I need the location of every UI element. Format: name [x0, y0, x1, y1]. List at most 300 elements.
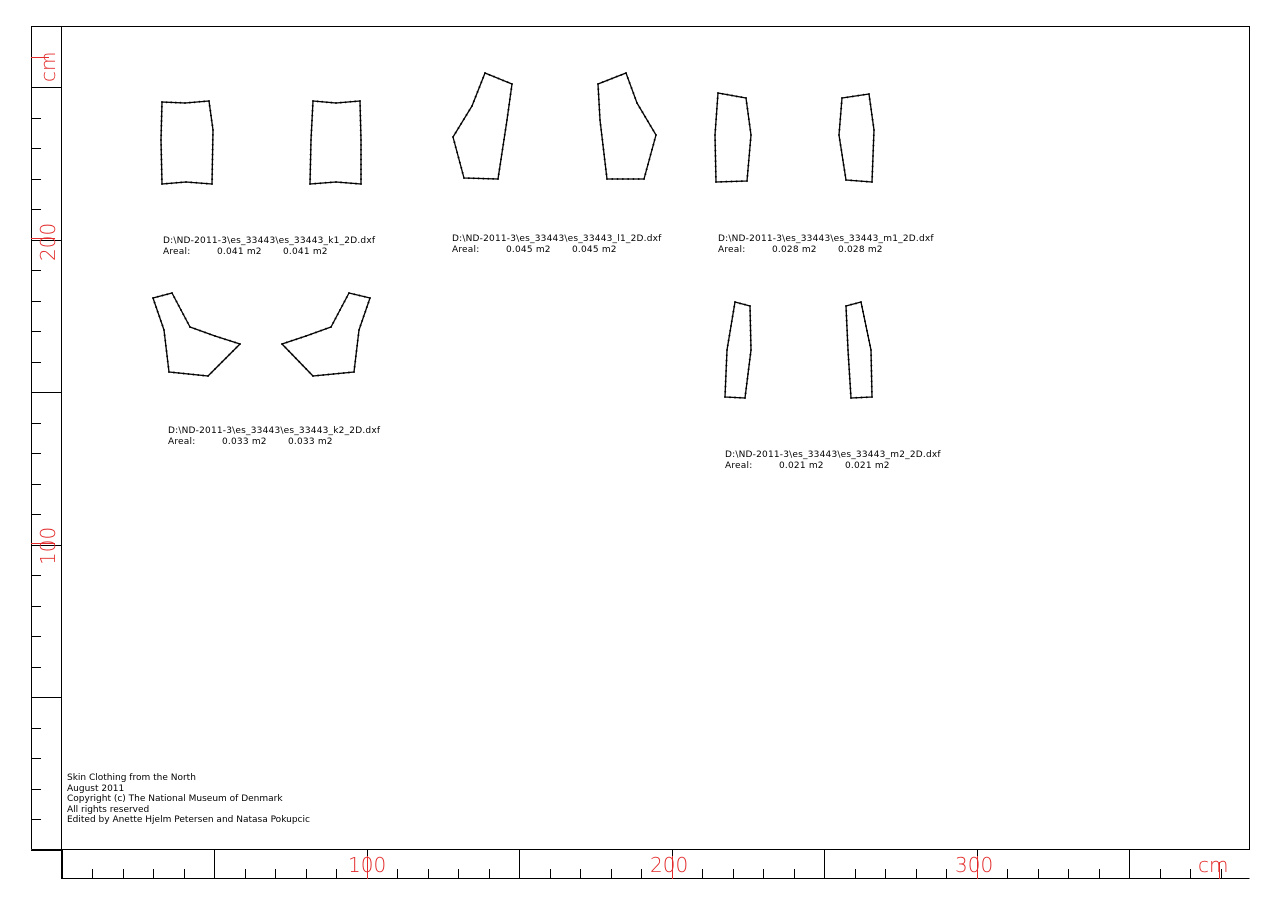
piece-l1-left-point — [475, 96, 477, 98]
y-tick-label-200: 200 — [36, 222, 60, 261]
piece-m2-left-point — [745, 387, 747, 389]
piece-m2-left-point — [734, 397, 736, 399]
piece-m2-left-point — [725, 370, 727, 372]
piece-k2-left-point — [164, 340, 166, 342]
piece-k1-left-point — [160, 159, 162, 161]
piece-k2-right-point — [344, 301, 346, 303]
piece-m2-left-point — [739, 397, 741, 399]
piece-k2-right-point — [354, 361, 356, 363]
piece-m2-left-point — [725, 365, 727, 367]
piece-m1-right-point — [855, 180, 857, 182]
piece-k2-right-point — [332, 322, 334, 324]
piece-m1-right-point — [846, 96, 848, 98]
area-value-left: 0.033 m2 — [222, 437, 267, 447]
piece-m1-left-point — [741, 180, 743, 182]
piece-k2-right-point — [305, 335, 307, 337]
piece-k2-right-point — [330, 326, 332, 328]
piece-m2-right-point — [848, 363, 850, 365]
piece-k2-right-point — [322, 374, 324, 376]
piece-l1-right-point — [625, 72, 627, 74]
piece-l1-right-point — [598, 98, 600, 100]
piece-m1-right-point — [840, 113, 842, 115]
piece-k2-left-point — [152, 297, 154, 299]
piece-k2-left-point — [197, 374, 199, 376]
piece-m2-left-point — [726, 354, 728, 356]
piece-m1-right-point — [840, 108, 842, 110]
piece-k1-left-point — [212, 129, 214, 131]
piece-k2-left-point — [214, 335, 216, 337]
piece-l1-right-point — [616, 76, 618, 78]
area-label: Areal: — [725, 461, 753, 471]
piece-k1-right-point — [312, 105, 314, 107]
piece-k1-right-point — [325, 182, 327, 184]
piece-info-k1 — [163, 236, 375, 258]
piece-k2-left-point — [187, 322, 189, 324]
piece-m1-left-point — [715, 171, 717, 173]
piece-info-m2 — [725, 450, 941, 472]
piece-k2-left-point — [158, 315, 160, 317]
piece-l1-right-point — [631, 87, 633, 89]
piece-info-l1 — [452, 234, 662, 256]
piece-l1-left-point — [502, 149, 504, 151]
piece-m2-left-point — [749, 310, 751, 312]
piece-k1-right-point — [309, 178, 311, 180]
piece-m2-left-point — [750, 349, 752, 351]
piece-m1-left-point — [749, 123, 751, 125]
piece-m1-right-point — [868, 93, 870, 95]
piece-m1-right-point — [843, 164, 845, 166]
piece-m1-right-point — [838, 134, 840, 136]
piece-m1-right-point — [839, 139, 841, 141]
piece-m2-right-point — [849, 387, 851, 389]
piece-m1-left-point — [716, 108, 718, 110]
piece-k1-right-point — [311, 120, 313, 122]
piece-m2-left-point — [726, 349, 728, 351]
piece-l1-left-point — [507, 114, 509, 116]
piece-m2-right-point — [845, 305, 847, 307]
piece-m2-left-point — [750, 339, 752, 341]
piece-l1-right-point — [603, 149, 605, 151]
piece-k2-left-point — [225, 357, 227, 359]
piece-l1-left-point — [482, 77, 484, 79]
piece-k2-right-point — [357, 334, 359, 336]
piece-m1-right-point — [872, 124, 874, 126]
piece-k1-right-point — [359, 100, 361, 102]
piece-l1-left-point — [510, 88, 512, 90]
piece-m2-right-point — [869, 344, 871, 346]
piece-m1-right-point — [840, 149, 842, 151]
piece-l1-right-point — [650, 154, 652, 156]
piece-k1-right-point — [360, 173, 362, 175]
piece-k2-left-point — [218, 364, 220, 366]
piece-k1-right-point — [335, 181, 337, 183]
piece-m2-left-point — [730, 325, 732, 327]
piece-k2-right-point — [309, 371, 311, 373]
piece-k1-left — [161, 101, 213, 184]
piece-k1-left-point — [208, 100, 210, 102]
piece-m2-right-point — [848, 359, 850, 361]
piece-k1-left-point — [211, 163, 213, 165]
piece-m1-left-point — [746, 102, 748, 104]
area-value-left: 0.045 m2 — [506, 245, 551, 255]
piece-k2-left-point — [189, 326, 191, 328]
piece-m1-right-point — [842, 159, 844, 161]
piece-m2-left-point — [731, 320, 733, 322]
piece-l1-right-point — [632, 92, 634, 94]
piece-l1-right-point — [654, 139, 656, 141]
piece-k2-right-point — [357, 340, 359, 342]
piece-m2-right-point — [860, 301, 862, 303]
piece-m2-right-point — [868, 339, 870, 341]
piece-k1-left-point — [201, 182, 203, 184]
piece-m2-left-point — [749, 359, 751, 361]
piece-m1-right-point — [873, 134, 875, 136]
piece-m2-left-point — [727, 344, 729, 346]
credits-date: August 2011 — [67, 783, 125, 794]
area-value-left: 0.041 m2 — [217, 247, 262, 257]
piece-m1-left-point — [714, 139, 716, 141]
piece-m2-right-point — [849, 378, 851, 380]
piece-m2-left-point — [726, 359, 728, 361]
x-tick-label-100: 100 — [348, 853, 387, 877]
y-unit-label: cm — [36, 51, 60, 82]
piece-m1-right-point — [869, 103, 871, 105]
piece-l1-left-point — [462, 172, 464, 174]
piece-file-name: D:\ND-2011-3\es_33443\es_33443_m2_2D.dxf — [725, 450, 941, 460]
piece-l1-right-point — [597, 88, 599, 90]
piece-m1-right-point — [871, 114, 873, 116]
piece-m1-right-point — [872, 155, 874, 157]
piece-m1-right-point — [852, 95, 854, 97]
piece-area-row — [718, 245, 934, 256]
piece-k2-right-point — [300, 337, 302, 339]
piece-m1-left-point — [714, 129, 716, 131]
piece-k2-right-point — [312, 375, 314, 377]
piece-k1-left-point — [184, 102, 186, 104]
piece-k1-right-point — [354, 100, 356, 102]
piece-k1-right-point — [355, 183, 357, 185]
piece-k1-left-point — [210, 115, 212, 117]
piece-k2-right-point — [315, 331, 317, 333]
piece-k2-left-point — [194, 328, 196, 330]
piece-l1-left-point — [492, 178, 494, 180]
area-value-right: 0.041 m2 — [283, 247, 328, 257]
piece-k2-right-point — [348, 292, 350, 294]
piece-m1-left-point — [714, 144, 716, 146]
piece-m1-right-point — [841, 97, 843, 99]
piece-m1-left-point — [745, 97, 747, 99]
piece-l1-right-point — [599, 114, 601, 116]
piece-k1-right-point — [360, 120, 362, 122]
piece-m1-right-point — [843, 169, 845, 171]
piece-k2-right-point — [356, 345, 358, 347]
piece-m2-right-point — [848, 368, 850, 370]
piece-m1-left-point — [749, 129, 751, 131]
piece-l1-right-point — [603, 153, 605, 155]
piece-l1-right-point — [636, 102, 638, 104]
piece-m2-right-point — [861, 397, 863, 399]
piece-m2-right-point — [870, 359, 872, 361]
piece-k1-right-point — [360, 154, 362, 156]
piece-m2-left-point — [748, 368, 750, 370]
piece-m1-right-point — [873, 129, 875, 131]
piece-k2-right-point — [339, 309, 341, 311]
area-value-right: 0.021 m2 — [845, 461, 890, 471]
piece-k1-left-point — [161, 115, 163, 117]
piece-l1-left-point — [477, 91, 479, 93]
piece-m2-right-point — [850, 304, 852, 306]
piece-k2-left-point — [207, 375, 209, 377]
piece-l1-left-point — [482, 178, 484, 180]
piece-m1-right-point — [845, 179, 847, 181]
piece-m1-right-point — [863, 94, 865, 96]
piece-k1-left-point — [161, 106, 163, 108]
piece-m2-right-point — [864, 320, 866, 322]
piece-k1-right-point — [350, 182, 352, 184]
piece-k1-left-point — [211, 173, 213, 175]
piece-l1-left-point — [478, 177, 480, 179]
piece-k2-left-point — [163, 329, 165, 331]
x-tick-label-200: 200 — [650, 853, 689, 877]
piece-m2-left-point — [732, 315, 734, 317]
piece-k1-right — [310, 101, 361, 184]
piece-k1-left-point — [160, 134, 162, 136]
piece-area-row — [452, 245, 662, 256]
piece-m1-left-point — [746, 175, 748, 177]
piece-l1-right-point — [651, 149, 653, 151]
piece-l1-left-point — [456, 151, 458, 153]
piece-m1-left-point — [714, 134, 716, 136]
piece-k2-left-point — [165, 345, 167, 347]
piece-k2-right — [282, 293, 370, 376]
piece-k1-right-point — [310, 149, 312, 151]
piece-k2-right-point — [298, 361, 300, 363]
piece-l1-left-point — [500, 158, 502, 160]
piece-l1-left-point — [497, 178, 499, 180]
piece-m1-left-point — [748, 118, 750, 120]
piece-k1-right-point — [349, 101, 351, 103]
piece-m1-right-point — [873, 139, 875, 141]
piece-k2-left-point — [178, 372, 180, 374]
piece-m2-right-point — [862, 311, 864, 313]
piece-l1-left-point — [508, 104, 510, 106]
piece-m1-left-point — [714, 155, 716, 157]
piece-m1-left-point — [740, 96, 742, 98]
piece-area-row — [725, 461, 941, 472]
piece-m1-left-point — [747, 170, 749, 172]
piece-file-name: D:\ND-2011-3\es_33443\es_33443_l1_2D.dxf — [452, 234, 662, 244]
piece-k1-right-point — [309, 168, 311, 170]
piece-k2-right-point — [346, 296, 348, 298]
piece-m2-left-point — [728, 339, 730, 341]
piece-m2-left-point — [749, 305, 751, 307]
piece-k2-left-point — [161, 324, 163, 326]
piece-m2-left-point — [725, 375, 727, 377]
piece-k2-left-point — [219, 337, 221, 339]
piece-k2-left-point — [173, 372, 175, 374]
piece-k2-right-point — [337, 313, 339, 315]
piece-l1-right-point — [597, 83, 599, 85]
piece-k2-right-point — [320, 330, 322, 332]
piece-k2-right-point — [317, 375, 319, 377]
credits-block — [67, 773, 310, 826]
piece-k1-left-point — [160, 144, 162, 146]
piece-m2-left-point — [724, 396, 726, 398]
piece-m2-right-point — [865, 325, 867, 327]
piece-l1-right-point — [601, 139, 603, 141]
piece-m2-left-point — [750, 334, 752, 336]
piece-l1-left-point — [487, 178, 489, 180]
piece-k1-left-point — [160, 139, 162, 141]
piece-m2-right-point — [871, 396, 873, 398]
piece-m2-right-point — [846, 329, 848, 331]
piece-k1-right-point — [360, 168, 362, 170]
piece-m1-right — [839, 94, 874, 182]
piece-m2-left-point — [750, 329, 752, 331]
piece-m1-left-point — [717, 97, 719, 99]
piece-l1-left-point — [457, 127, 459, 129]
piece-m1-left-point — [722, 93, 724, 95]
piece-k2-left-point — [183, 373, 185, 375]
piece-m2-right-point — [871, 391, 873, 393]
piece-m2-left-point — [739, 302, 741, 304]
piece-k2-right-point — [354, 366, 356, 368]
piece-l1-left-point — [478, 86, 480, 88]
piece-m1-right-point — [872, 150, 874, 152]
piece-k2-left-point — [164, 334, 166, 336]
piece-m2-right-point — [845, 315, 847, 317]
piece-m2-right-point — [847, 349, 849, 351]
piece-m2-left-point — [749, 325, 751, 327]
piece-k2-left-point — [168, 371, 170, 373]
piece-l1-right-point — [602, 81, 604, 83]
piece-m1-left-point — [715, 181, 717, 183]
piece-area-row — [168, 437, 380, 448]
piece-m2-right-point — [850, 397, 852, 399]
piece-m1-left-point — [746, 108, 748, 110]
piece-k1-right-point — [360, 139, 362, 141]
piece-k2-left-point — [232, 350, 234, 352]
piece-k2-right-point — [305, 368, 307, 370]
piece-l1-right-point — [606, 178, 608, 180]
piece-l1-left-point — [502, 79, 504, 81]
piece-l1-left-point — [463, 118, 465, 120]
piece-l1-right-point — [605, 173, 607, 175]
piece-k1-left-point — [161, 183, 163, 185]
piece-k1-right-point — [310, 134, 312, 136]
piece-k2-left — [153, 293, 240, 376]
piece-k1-right-point — [360, 134, 362, 136]
piece-k1-left-point — [211, 124, 213, 126]
piece-k1-left-point — [211, 168, 213, 170]
piece-l1-right-point — [598, 104, 600, 106]
piece-file-name: D:\ND-2011-3\es_33443\es_33443_m1_2D.dxf — [718, 234, 934, 244]
piece-k1-left-point — [211, 183, 213, 185]
piece-k2-right-point — [358, 329, 360, 331]
piece-m2-left-point — [746, 378, 748, 380]
piece-k1-right-point — [360, 178, 362, 180]
piece-m1-right-point — [838, 129, 840, 131]
x-unit-label: cm — [1198, 853, 1229, 877]
piece-m2-right-point — [867, 335, 869, 337]
piece-m1-right-point — [850, 179, 852, 181]
piece-l1-right-point — [646, 168, 648, 170]
piece-l1-right-point — [599, 119, 601, 121]
piece-k1-right-point — [326, 101, 328, 103]
area-value-left: 0.021 m2 — [779, 461, 824, 471]
piece-k1-left-point — [212, 144, 214, 146]
piece-l1-right-point — [655, 134, 657, 136]
piece-k1-left-point — [211, 119, 213, 121]
piece-m1-left-point — [716, 103, 718, 105]
piece-l1-right-point — [647, 163, 649, 165]
credits-editors: Edited by Anette Hjelm Petersen and Natasa Pokupcic — [67, 815, 310, 825]
piece-m1-right-point — [840, 144, 842, 146]
piece-k2-right-point — [364, 296, 366, 298]
piece-k2-left-point — [167, 366, 169, 368]
piece-k2-left-point — [185, 318, 187, 320]
piece-l1-right-point — [650, 125, 652, 127]
piece-k2-left-point — [154, 302, 156, 304]
piece-l1-left-point — [499, 168, 501, 170]
piece-m2-right-point — [847, 354, 849, 356]
piece-k1-left-point — [161, 111, 163, 113]
piece-m2-right-point — [846, 334, 848, 336]
piece-l1-left-point — [509, 98, 511, 100]
piece-m2-left-point — [747, 373, 749, 375]
area-value-right: 0.028 m2 — [838, 245, 883, 255]
piece-k1-right-point — [360, 149, 362, 151]
piece-l1-left-point — [468, 177, 470, 179]
piece-l1-left-point — [484, 72, 486, 74]
piece-m2-left-point — [729, 396, 731, 398]
piece-m1-right-point — [857, 95, 859, 97]
piece-m1-left-point — [717, 92, 719, 94]
piece-l1-left-point — [455, 132, 457, 134]
piece-k2-left-point — [224, 338, 226, 340]
piece-m1-left-point — [715, 160, 717, 162]
piece-k1-left-point — [161, 168, 163, 170]
piece-l1-right-point — [638, 178, 640, 180]
piece-k1-left-point — [175, 102, 177, 104]
piece-k2-right-point — [338, 373, 340, 375]
area-label: Areal: — [452, 245, 480, 255]
piece-m1-left-point — [714, 150, 716, 152]
piece-k1-right-point — [340, 102, 342, 104]
piece-k2-right-point — [343, 372, 345, 374]
piece-k2-right-point — [353, 371, 355, 373]
piece-l1-right-point — [601, 134, 603, 136]
piece-m2-left-point — [724, 391, 726, 393]
piece-k1-right-point — [314, 183, 316, 185]
piece-l1-right-point — [600, 129, 602, 131]
piece-l1-left-point — [466, 114, 468, 116]
piece-m2-left-point — [729, 330, 731, 332]
piece-k1-left-point — [161, 101, 163, 103]
credits-rights: All rights reserved — [67, 804, 150, 815]
piece-l1-right-point — [643, 178, 645, 180]
piece-l1-right-point — [620, 74, 622, 76]
piece-k2-right-point — [291, 354, 293, 356]
piece-m1-right-point — [870, 108, 872, 110]
piece-k1-right-point — [360, 183, 362, 185]
piece-m1-left-point — [747, 113, 749, 115]
piece-m1-left-point — [736, 95, 738, 97]
piece-l1-right-point — [604, 158, 606, 160]
piece-k1-right-point — [360, 159, 362, 161]
piece-k1-left-point — [175, 182, 177, 184]
piece-k2-left-point — [221, 361, 223, 363]
